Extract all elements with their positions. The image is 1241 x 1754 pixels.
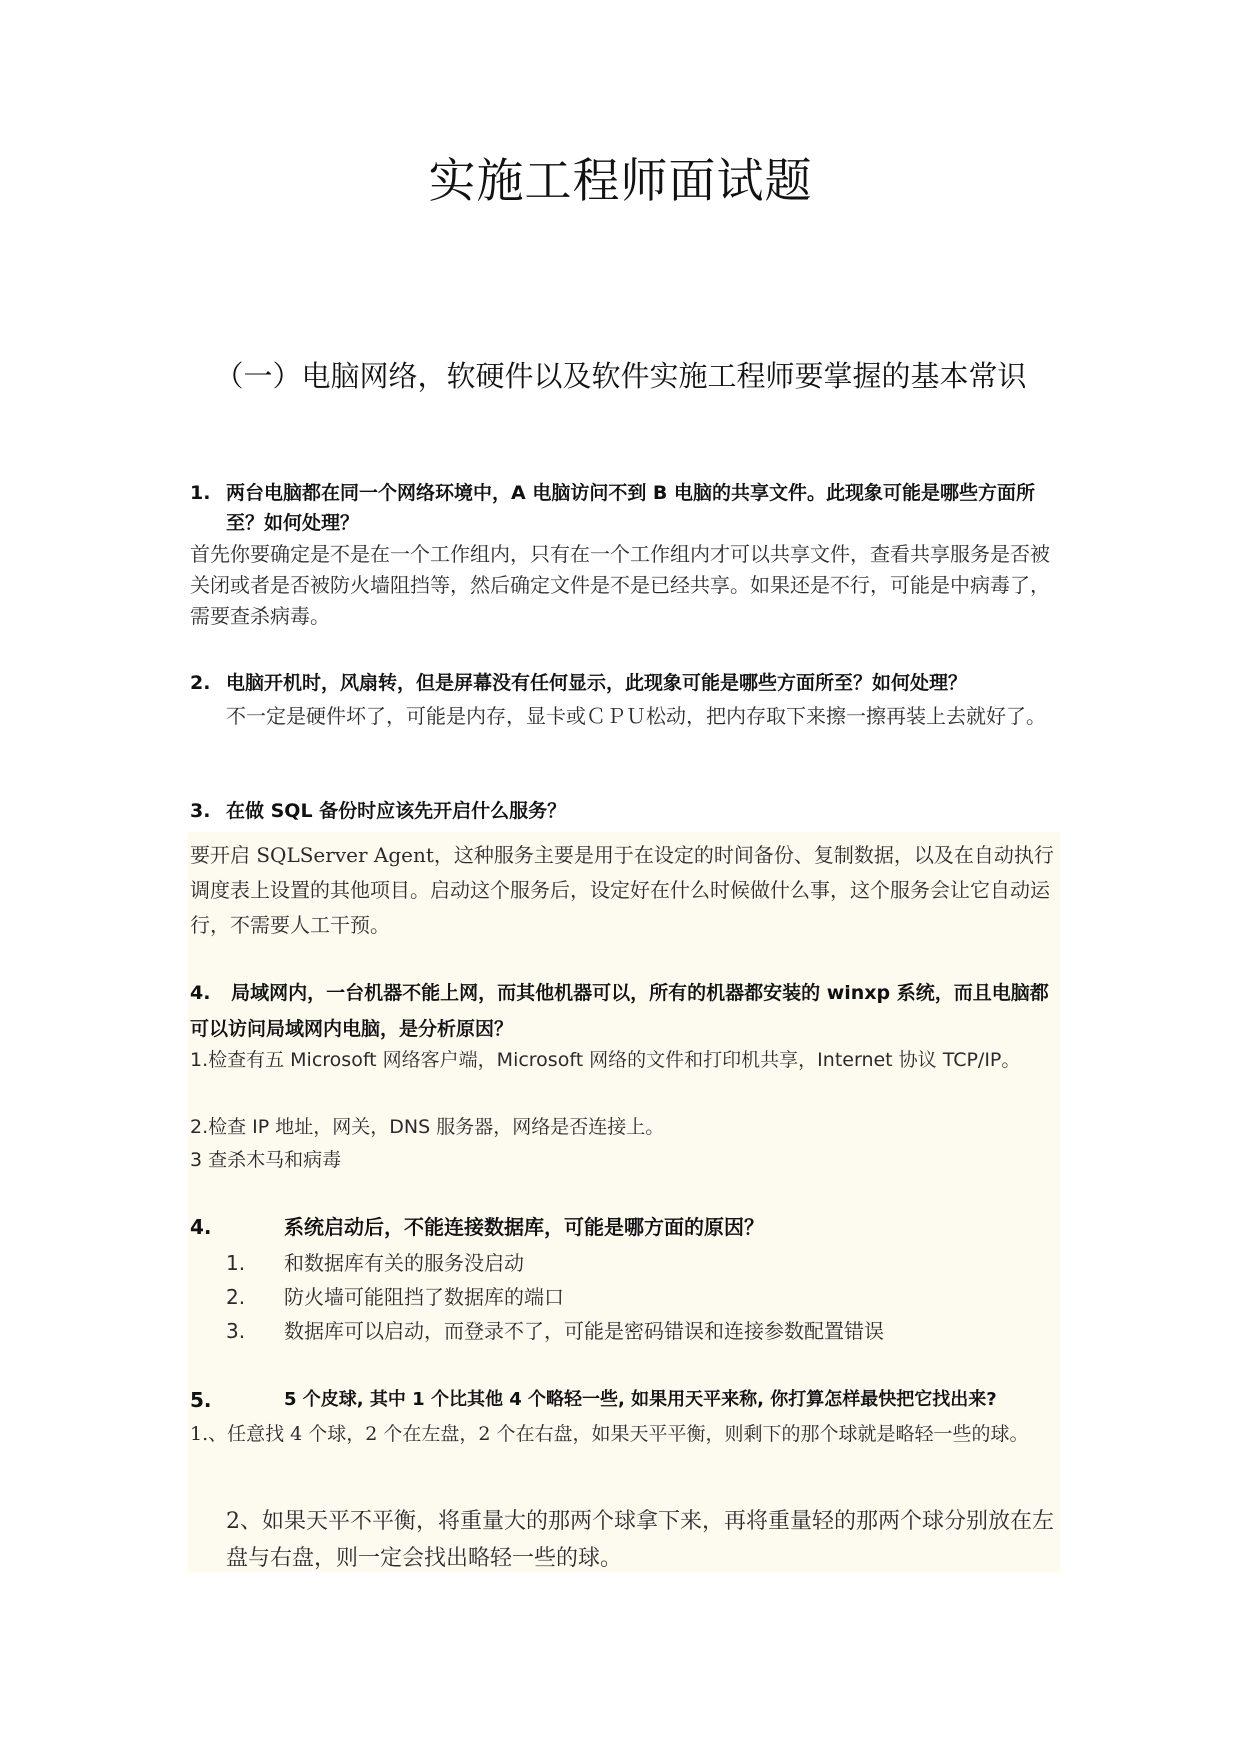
question-text: 两台电脑都在同一个网络环境中，A 电脑访问不到 B 电脑的共享文件。此现象可能是哪些方面所至？如何处理？ [226,482,1036,534]
question-text: 电脑开机时，风扇转，但是屏幕没有任何显示，此现象可能是哪些方面所至？如何处理？ [226,672,968,694]
list-item [226,1315,884,1347]
question-number: 4. [190,982,211,1004]
list-item-text: 和数据库有关的服务没启动 [284,1251,524,1275]
answer-4-line-3: 3 查杀木马和病毒 [190,1149,342,1171]
answer-4-line-1: 1.检查有五 Microsoft 网络客户端，Microsoft 网络的文件和打印机共享，Internet 协议 TCP/IP。 [190,1049,1021,1071]
question-3 [190,796,1060,826]
question-number: 4. [190,1215,212,1239]
page-title: 实施工程师面试题 [428,154,813,209]
question-number: 1. [190,482,211,504]
question-number: 3. [190,800,211,822]
answer-4-line-2: 2.检查 IP 地址，网关，DNS 服务器，网络是否连接上。 [190,1116,665,1138]
list-item-text: 防火墙可能阻挡了数据库的端口 [284,1285,564,1309]
answer-3: 要开启 SQLServer Agent，这种服务主要是用于在设定的时间备份、复制数据，以及在自动执行调度表上设置的其他项目。启动这个服务后，设定好在什么时候做什么事，这个服务会让它自动运行，不需要人工干预。 [190,843,1054,937]
question-1 [190,478,1060,538]
question-text: 5 个皮球, 其中 1 个比其他 4 个略轻一些, 如果用天平来称, 你打算怎样最快把它找出来? [284,1389,997,1410]
list-item-number: 1. [226,1251,246,1275]
question-5 [190,1212,1060,1242]
list-item [226,1281,564,1313]
section-title: （一）电脑网络，软硬件以及软件实施工程师要掌握的基本常识 [214,359,1027,393]
answer-1: 首先你要确定是不是在一个工作组内，只有在一个工作组内才可以共享文件，查看共享服务是否被关闭或者是否被防火墙阻挡等，然后确定文件是不是已经共享。如果还是不行，可能是中病毒了，需要查杀病毒。 [190,542,1050,628]
highlight-background [188,832,1060,1572]
answer-2: 不一定是硬件坏了，可能是内存，显卡或ＣＰＵ松动，把内存取下来擦一擦再装上去就好了。 [226,704,1046,728]
question-number: 2. [190,672,211,694]
list-item-number: 2. [226,1285,246,1309]
question-6 [190,1385,1060,1415]
question-4 [190,975,1060,1047]
question-text: 系统启动后，不能连接数据库，可能是哪方面的原因？ [284,1215,764,1239]
list-item-number: 3. [226,1319,246,1343]
question-text: 局域网内，一台机器不能上网，而其他机器可以，所有的机器都安装的 winxp 系统，而且电脑都可以访问局域网内电脑，是分析原因？ [190,982,1049,1040]
list-item-text: 数据库可以启动，而登录不了，可能是密码错误和连接参数配置错误 [284,1319,884,1343]
list-item [226,1247,524,1279]
answer-6-part-1: 1.、任意找 4 个球，2 个在左盘，2 个在右盘，如果天平平衡，则剩下的那个球就是略轻一些的球。 [190,1423,1029,1445]
answer-6-part-2: 2、如果天平不平衡，将重量大的那两个球拿下来，再将重量轻的那两个球分别放在左盘与右盘，则一定会找出略轻一些的球。 [226,1509,1054,1571]
question-number: 5. [190,1388,212,1412]
question-text: 在做 SQL 备份时应该先开启什么服务？ [226,800,567,822]
question-2 [190,668,1060,698]
